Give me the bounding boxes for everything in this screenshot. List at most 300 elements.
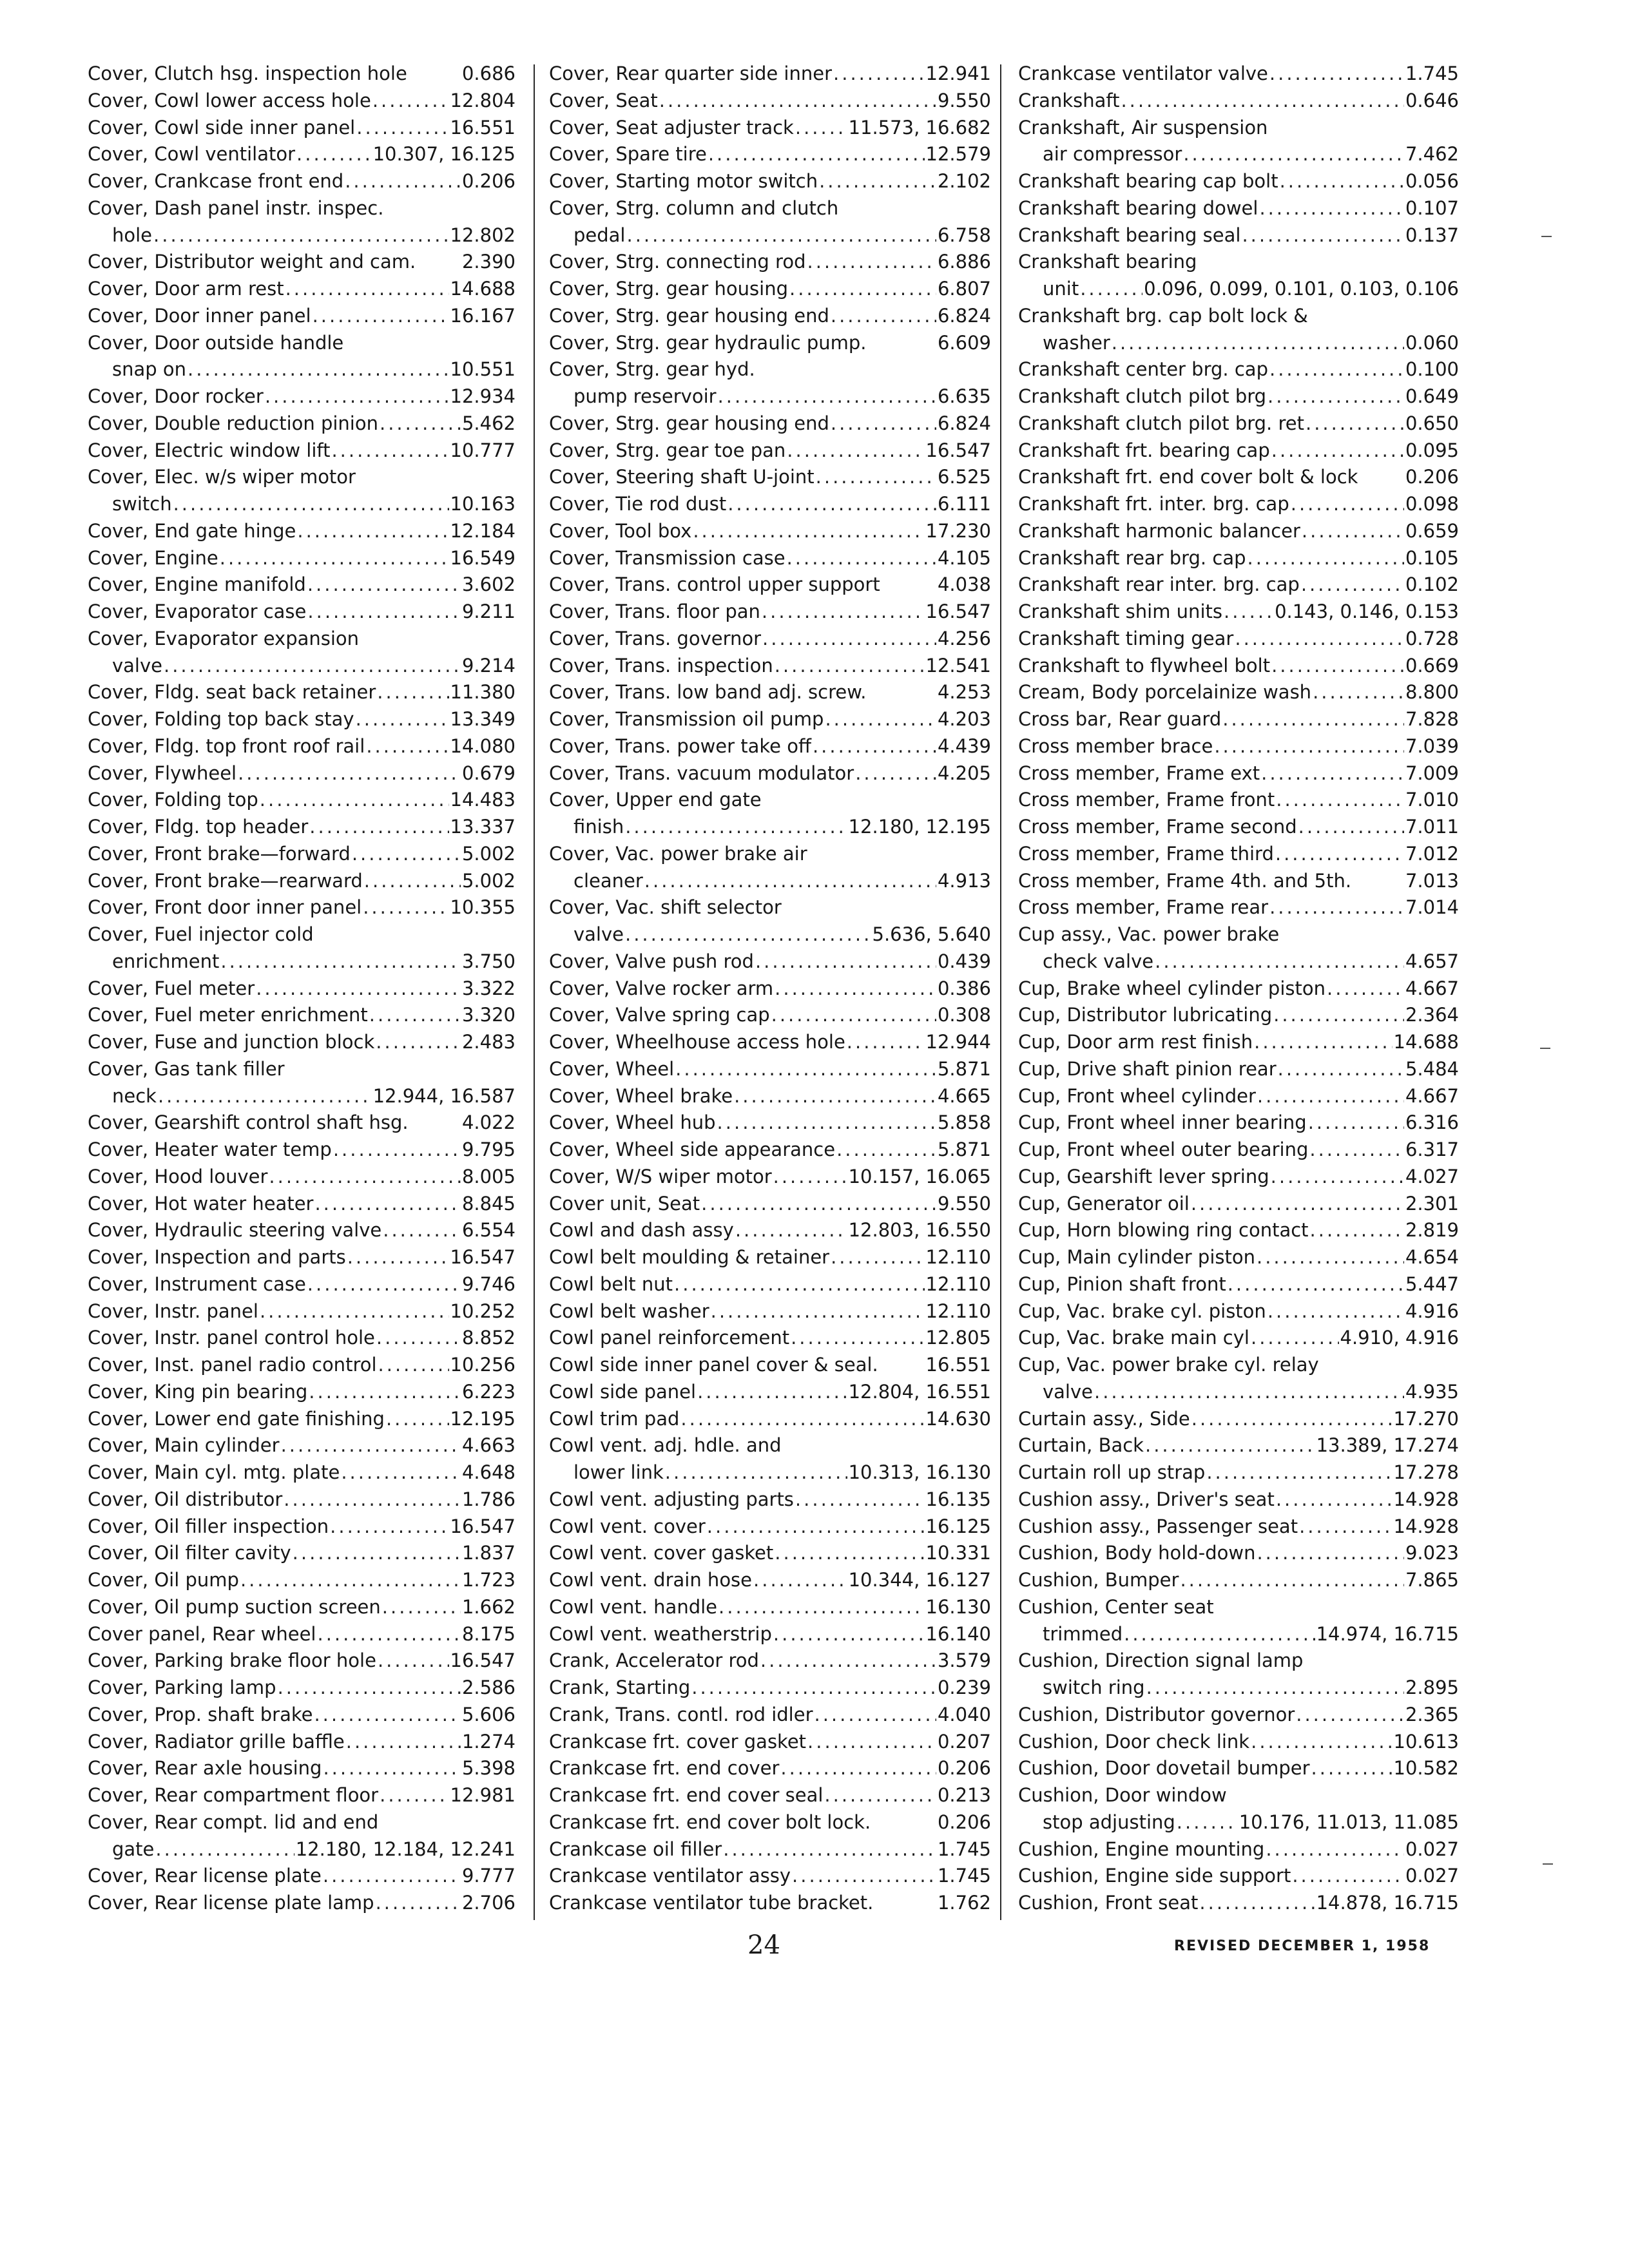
entry-label: Crankcase ventilator assy [549,1865,791,1887]
entry-page-ref: 10.777 [450,439,516,461]
entry-label: cleaner [574,869,643,892]
index-entry [549,88,991,115]
entry-label: Cushion, Front seat [1018,1892,1199,1914]
entry-page-ref: 9.214 [461,654,516,677]
entry-page-ref: 5.002 [461,869,516,892]
index-column-1 [88,61,516,1917]
entry-page-ref: 4.256 [937,627,991,649]
leader-dots [382,1594,461,1621]
entry-label: Cover, Electric window lift [88,439,331,461]
leader-dots [1269,356,1404,383]
leader-dots [787,437,924,465]
index-entry [1018,464,1459,491]
entry-page-ref: 12.180, 12.184, 12.241 [295,1838,516,1860]
index-entry [88,975,516,1003]
leader-dots [307,599,461,626]
index-entry [1018,1863,1459,1890]
leader-dots [1199,1890,1315,1917]
index-entry [549,572,991,599]
entry-page-ref: 0.095 [1405,439,1459,461]
leader-dots [330,1514,448,1541]
entry-page-ref: 12.944 [925,1031,991,1053]
index-entry [88,572,516,599]
index-entry [549,1567,991,1594]
leader-dots [1269,61,1404,88]
index-column-2 [549,61,991,1917]
leader-dots [293,1540,461,1567]
entry-page-ref: 12.981 [450,1784,516,1806]
index-entry [1018,1782,1459,1809]
entry-label: unit [1043,278,1079,300]
entry-label: Cover, Tool box [549,519,692,542]
index-entry [1018,249,1459,276]
leader-dots [1273,1002,1404,1029]
entry-page-ref: 6.635 [937,385,991,407]
entry-page-ref: 0.206 [1405,466,1459,488]
index-entry [549,1110,991,1137]
leader-dots [240,1567,461,1594]
entry-page-ref: 14.630 [925,1407,991,1430]
entry-page-ref: 16.547 [450,1515,516,1537]
leader-dots [815,1702,936,1729]
entry-label: Cover, Oil distributor [88,1488,283,1510]
entry-label: Cowl belt nut [549,1273,673,1295]
entry-label: air compressor [1043,143,1182,166]
leader-dots [1271,653,1404,680]
margin-mark [1540,1048,1550,1049]
entry-page-ref: 5.858 [937,1111,991,1134]
entry-label: Cross member, Frame second [1018,816,1297,838]
leader-dots [1292,1863,1404,1890]
entry-page-ref: 1.723 [461,1569,516,1591]
entry-page-ref: 12.804, 16.551 [848,1380,991,1403]
leader-dots [284,1486,461,1514]
leader-dots [789,276,936,303]
margin-mark [1541,236,1552,237]
entry-label: Crank, Starting [549,1677,691,1698]
entry-label: Cover unit, Seat [549,1192,700,1215]
leader-dots [1306,410,1404,437]
entry-label: Cover, Oil filter cavity [88,1542,291,1564]
entry-label: Crankshaft harmonic balancer [1018,519,1300,542]
entry-label: Cover panel, Rear wheel [88,1622,316,1645]
entry-label: Cover, End gate hinge [88,519,296,542]
entry-page-ref: 0.308 [937,1004,991,1026]
entry-label: Cross member, Frame third [1018,842,1274,865]
leader-dots [220,948,461,975]
entry-page-ref: 5.447 [1405,1273,1459,1295]
entry-label: Cover, Folding top [88,789,258,811]
index-entry [1018,491,1459,518]
index-entry [1018,653,1459,680]
entry-label: Cover, Valve push rod [549,950,754,972]
entry-label: Cover, Trans. governor [549,627,762,649]
leader-dots [1280,168,1404,195]
index-entry [1018,195,1459,222]
entry-label: Cover, Fldg. seat back retainer [88,681,376,704]
leader-dots [855,760,936,787]
leader-dots [356,115,448,142]
entry-label: Cover, Trans. vacuum modulator [549,762,854,784]
leader-dots [285,276,449,303]
entry-page-ref: 0.056 [1405,170,1459,192]
entry-page-ref: 4.648 [461,1461,516,1483]
leader-dots [380,410,461,437]
entry-page-ref: 10.582 [1393,1757,1459,1780]
entry-page-ref: 5.871 [937,1139,991,1160]
entry-label: Cover, Door arm rest [88,278,284,300]
entry-page-ref: 7.011 [1405,816,1459,838]
index-entry [549,1621,991,1648]
entry-page-ref: 1.762 [937,1892,991,1914]
leader-dots [188,356,449,383]
entry-page-ref: 6.609 [937,331,991,354]
index-entry [549,1648,991,1675]
entry-label: Cover, Spare tire [549,143,707,166]
index-entry [549,1836,991,1863]
index-entry [1018,868,1459,895]
index-entry [88,1594,516,1621]
entry-label: Cover, Lower end gate finishing [88,1407,385,1430]
index-column-3 [1018,61,1459,1917]
entry-label: enrichment [112,950,220,972]
leader-dots [693,518,924,545]
leader-dots [347,1244,449,1271]
entry-label: Cowl belt washer [549,1300,709,1322]
entry-label: Crankshaft brg. cap bolt lock & [1018,304,1308,327]
entry-page-ref: 12.941 [925,62,991,84]
index-entry [88,1406,516,1433]
entry-label: Cover, Wheel brake [549,1084,733,1107]
leader-dots [260,787,449,814]
leader-dots [1248,545,1404,572]
index-entry [1018,1514,1459,1541]
entry-label: Crankshaft bearing seal [1018,224,1241,246]
entry-label: Cross member, Frame rear [1018,896,1269,919]
entry-page-ref: 14.080 [450,735,516,757]
leader-dots [807,1729,936,1756]
entry-page-ref: 7.012 [1405,842,1459,865]
index-entry [88,1244,516,1271]
leader-dots [775,1540,924,1567]
entry-page-ref: 2.895 [1405,1677,1459,1698]
index-entry [549,1244,991,1271]
entry-label: Cup, Generator oil [1018,1192,1190,1215]
entry-label: Cover, Prop. shaft brake [88,1703,313,1725]
index-entry [549,841,991,868]
entry-page-ref: 13.389, 17.274 [1316,1434,1459,1457]
entry-page-ref: 6.525 [937,466,991,488]
index-entry [549,1486,991,1514]
entry-label: pump reservoir [574,385,717,407]
entry-label: Cover, Rear quarter side inner [549,62,833,84]
entry-page-ref: 4.439 [937,735,991,757]
leader-dots [707,1514,925,1541]
entry-page-ref: 4.916 [1405,1300,1459,1322]
index-entry [88,1755,516,1782]
leader-dots [1222,706,1404,733]
entry-page-ref: 0.650 [1405,412,1459,434]
leader-dots [1257,1083,1404,1110]
leader-dots [1257,1540,1404,1567]
entry-label: Cushion, Engine mounting [1018,1838,1265,1860]
index-subentry [88,1836,516,1863]
index-entry [549,975,991,1003]
index-entry [549,1191,991,1218]
entry-label: Cover, Inst. panel radio control [88,1354,377,1376]
entry-label: Cover, Door outside handle [88,331,344,354]
entry-label: Crankshaft frt. bearing cap [1018,439,1270,461]
entry-label: Cover, Strg. gear hydraulic pump. [549,331,867,354]
leader-dots [153,222,448,249]
entry-label: Cowl vent. drain hose [549,1569,753,1591]
entry-page-ref: 4.663 [461,1434,516,1457]
entry-page-ref: 1.662 [461,1595,516,1618]
entry-page-ref: 16.551 [450,116,516,139]
entry-label: Cover, Tie rod dust [549,493,727,515]
leader-dots [723,1836,936,1863]
entry-page-ref: 0.239 [937,1677,991,1698]
entry-page-ref: 6.111 [937,493,991,515]
entry-page-ref: 7.039 [1405,735,1459,757]
index-entry [88,61,516,88]
leader-dots [1268,383,1404,410]
entry-label: Cushion, Bumper [1018,1569,1179,1591]
index-entry [88,760,516,787]
leader-dots [1296,1702,1404,1729]
entry-page-ref: 10.613 [1393,1730,1459,1753]
index-entry [1018,894,1459,921]
index-entry [88,1890,516,1917]
entry-page-ref: 4.203 [937,708,991,730]
index-entry [88,518,516,545]
entry-label: Cup, Gearshift lever spring [1018,1165,1269,1187]
index-subentry [1018,1675,1459,1702]
leader-dots [807,249,936,276]
index-entry [549,1137,991,1164]
entry-label: Crank, Accelerator rod [549,1649,759,1672]
index-entry [88,88,516,115]
entry-label: Cover, Instrument case [88,1273,306,1295]
index-entry [549,141,991,168]
index-entry [88,141,516,168]
entry-page-ref: 0.646 [1405,89,1459,111]
index-entry [549,1514,991,1541]
entry-page-ref: 5.002 [461,842,516,865]
entry-label: Cover, Valve spring cap [549,1004,770,1026]
entry-page-ref: 12.110 [925,1246,991,1268]
index-entry [1018,599,1459,626]
entry-label: Crankcase frt. end cover [549,1757,780,1780]
entry-page-ref: 10.355 [450,896,516,919]
index-entry [1018,410,1459,437]
entry-label: Cushion, Body hold-down [1018,1542,1256,1564]
leader-dots [1313,679,1404,706]
entry-label: Curtain assy., Side [1018,1407,1190,1430]
entry-label: Cover, Radiator grille baffle [88,1730,345,1753]
leader-dots [734,1083,936,1110]
leader-dots [711,1298,925,1325]
entry-page-ref: 16.549 [450,546,516,569]
entry-label: Cup, Main cylinder piston [1018,1246,1255,1268]
entry-label: Crankcase ventilator valve [1018,62,1268,84]
entry-page-ref: 12.184 [450,519,516,542]
entry-label: valve [574,923,624,945]
entry-label: Cup, Vac. brake main cyl [1018,1327,1249,1349]
entry-label: Crankshaft timing gear [1018,627,1234,649]
entry-page-ref: 7.828 [1405,708,1459,730]
entry-page-ref: 9.777 [461,1865,516,1887]
entry-label: Cushion, Direction signal lamp [1018,1649,1304,1672]
index-entry [1018,1029,1459,1056]
entry-label: valve [1043,1380,1093,1403]
index-entry [88,1164,516,1191]
index-entry [88,1432,516,1459]
index-entry [88,1271,516,1298]
index-entry [88,841,516,868]
index-entry [88,545,516,572]
entry-label: Crankcase frt. end cover seal [549,1784,824,1806]
leader-dots [775,653,925,680]
leader-dots [1309,1137,1404,1164]
entry-label: Cross bar, Rear guard [1018,708,1222,730]
entry-label: Cowl trim pad [549,1407,680,1430]
entry-label: Crankcase ventilator tube bracket. [549,1892,874,1914]
entry-page-ref: 3.602 [461,573,516,596]
entry-label: Crankshaft [1018,89,1120,111]
entry-label: Cover, Strg. connecting rod [549,251,806,273]
entry-label: Cushion, Door window [1018,1784,1227,1806]
entry-label: Cover, Rear compartment floor [88,1784,379,1806]
leader-dots [314,1702,461,1729]
entry-label: Cover, Upper end gate [549,789,762,811]
entry-page-ref: 1.837 [461,1542,516,1564]
index-entry [1018,303,1459,330]
leader-dots [260,1298,449,1325]
entry-page-ref: 2.819 [1405,1219,1459,1242]
entry-page-ref: 0.102 [1405,573,1459,596]
index-entry [1018,383,1459,410]
leader-dots [297,518,448,545]
entry-label: Crankshaft, Air suspension [1018,116,1268,139]
entry-page-ref: 16.547 [925,439,991,461]
leader-dots [307,572,461,599]
leader-dots [773,1164,847,1191]
index-entry [549,1406,991,1433]
leader-dots [735,1217,847,1244]
entry-label: Cross member, Frame 4th. and 5th. [1018,869,1352,892]
entry-page-ref: 16.167 [450,304,516,327]
entry-page-ref: 11.380 [450,681,516,704]
leader-dots [1271,1164,1404,1191]
leader-dots [369,1002,461,1029]
entry-label: Cover, Instr. panel [88,1300,258,1322]
index-entry [88,1702,516,1729]
index-entry [1018,1755,1459,1782]
entry-page-ref: 10.307, 16.125 [372,143,516,166]
entry-label: Cup, Distributor lubricating [1018,1004,1273,1026]
index-entry [1018,437,1459,465]
entry-page-ref: 6.316 [1405,1111,1459,1134]
index-entry [1018,1110,1459,1137]
index-entry [1018,1298,1459,1325]
entry-label: pedal [574,224,626,246]
entry-label: Cross member, Frame ext [1018,762,1260,784]
entry-page-ref: 10.331 [925,1542,991,1564]
index-subentry [549,868,991,895]
entry-label: Cowl vent. weatherstrip [549,1622,772,1645]
leader-dots [1275,841,1404,868]
index-entry [88,1325,516,1352]
entry-page-ref: 16.125 [925,1515,991,1537]
leader-dots [155,1836,294,1863]
entry-label: Cover, Double reduction pinion [88,412,378,434]
entry-page-ref: 14.878, 16.715 [1316,1892,1459,1914]
index-entry [88,410,516,437]
entry-page-ref: 0.386 [937,977,991,999]
entry-label: Cover, Oil pump [88,1569,239,1591]
leader-dots [816,464,936,491]
entry-page-ref: 12.944, 16.587 [372,1084,516,1107]
entry-label: Cover, Cowl lower access hole [88,89,371,111]
index-entry [88,1540,516,1567]
entry-label: Cover, Fldg. top front roof rail [88,735,365,757]
entry-page-ref: 12.579 [925,143,991,166]
index-entry [549,1729,991,1756]
leader-dots [717,1110,936,1137]
entry-label: Cover, Rear license plate [88,1865,322,1887]
leader-dots [780,1755,936,1782]
entry-page-ref: 12.110 [925,1300,991,1322]
leader-dots [1206,1459,1392,1486]
entry-label: Crankcase oil filler [549,1838,722,1860]
index-entry [549,545,991,572]
entry-label: Cup, Brake wheel cylinder piston [1018,977,1325,999]
index-entry [1018,787,1459,814]
index-entry [1018,841,1459,868]
leader-dots [1310,1217,1404,1244]
entry-page-ref: 0.027 [1405,1838,1459,1860]
entry-label: Cover, Seat [549,89,658,111]
entry-page-ref: 1.745 [1405,62,1459,84]
index-entry [1018,706,1459,733]
entry-page-ref: 3.320 [461,1004,516,1026]
leader-dots [847,1029,925,1056]
index-entry [549,1432,991,1459]
index-entry [549,410,991,437]
entry-label: Cover, Crankcase front end [88,170,344,192]
revision-date: REVISED DECEMBER 1, 1958 [1174,1938,1431,1954]
leader-dots [1145,1432,1315,1459]
leader-dots [1299,1514,1392,1541]
entry-label: Cover, Front door inner panel [88,896,362,919]
index-entry [549,1702,991,1729]
entry-page-ref: 0.206 [937,1757,991,1780]
entry-page-ref: 4.205 [937,762,991,784]
entry-label: Cover, Strg. column and clutch [549,197,839,219]
entry-label: Cover, Fldg. top header [88,816,309,838]
leader-dots [833,61,925,88]
leader-dots [1276,1486,1393,1514]
index-entry [88,1298,516,1325]
index-entry [88,115,516,142]
entry-label: Crankshaft rear brg. cap [1018,546,1246,569]
leader-dots [625,814,847,841]
leader-dots [1271,437,1404,465]
index-entry [549,1540,991,1567]
entry-label: Crankshaft frt. inter. brg. cap [1018,493,1289,515]
leader-dots [1146,1675,1404,1702]
